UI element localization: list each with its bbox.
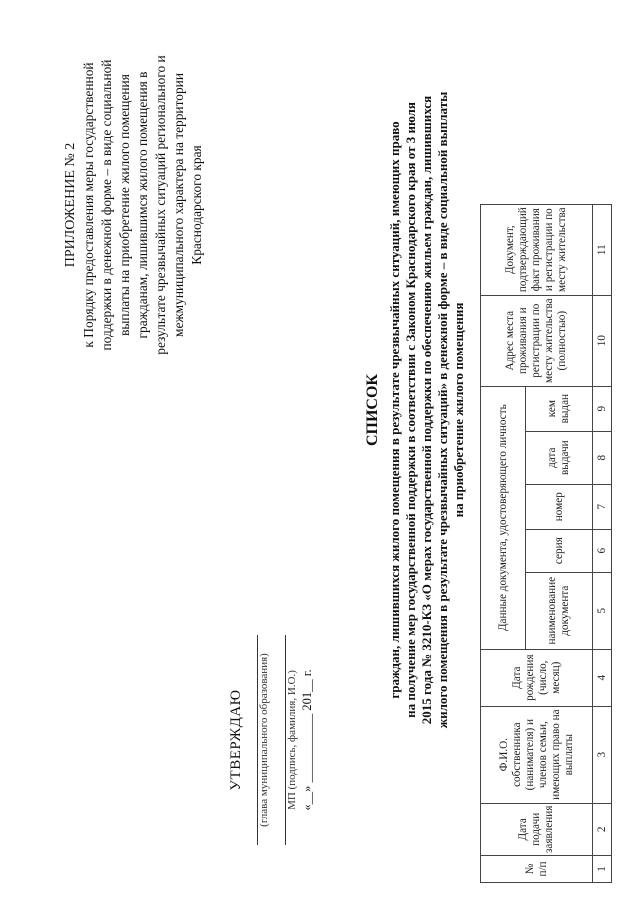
header-cell: дата выдачи	[526, 431, 593, 484]
appendix-line: Краснодарского края	[189, 145, 204, 265]
number-cell: 6	[593, 529, 612, 572]
header-cell: № п/п	[481, 856, 593, 883]
header-cell: Адрес места проживания и регистрации по месту жительства (полностью)	[481, 295, 593, 386]
appendix-line: к Порядку предоставления меры государственной	[81, 62, 96, 348]
header-cell: Ф.И.О. собственника (нанимателя) и членов семьи, имеющих право на выплаты	[481, 706, 593, 803]
list-line: жилого помещения в результате чрезвычайных ситуаций» в денежной форме – в виде социальной выплаты	[435, 91, 450, 729]
appendix-block	[62, 5, 206, 405]
number-cell: 4	[593, 649, 612, 706]
list-line: 2015 года № 3210-КЗ «О мерах государственной поддержки по обеспечению жильем граждан, лишившихся	[419, 95, 434, 725]
list-line: на получение мер государственной поддержки в соответствии с Законом Краснодарского края от 3 июля	[403, 102, 418, 718]
appendix-line: выплаты на приобретение жилого помещения	[117, 74, 132, 336]
list-line: на приобретение жилого помещения	[451, 302, 466, 518]
number-cell: 8	[593, 431, 612, 484]
approval-heading: УТВЕРЖДАЮ	[228, 689, 244, 791]
number-cell: 10	[593, 295, 612, 386]
role-caption: (глава муниципального образования)	[258, 653, 270, 827]
signature-caption: МП (подпись, фамилия, И.О.)	[286, 670, 298, 810]
appendix-line: межмуниципального характера на территории	[171, 73, 186, 338]
header-cell: Дата подачи заявления	[481, 803, 593, 855]
header-cell: Документ, подтверждающий факт проживания и регистрации по месту жительства	[481, 204, 593, 295]
header-cell: наименование документа	[526, 572, 593, 649]
number-cell: 2	[593, 803, 612, 855]
number-cell: 5	[593, 572, 612, 649]
list-heading: СПИСОК	[364, 373, 381, 447]
header-cell: кем выдан	[526, 386, 593, 431]
approval-block	[228, 575, 315, 905]
appendix-line: гражданам, лишившимся жилого помещения в	[135, 71, 150, 339]
appendix-line: поддержки в денежной форме – в виде социальной	[99, 59, 114, 351]
number-cell: 9	[593, 386, 612, 431]
header-group-cell: Данные документа, удостоверяющего личность	[481, 386, 526, 649]
appendix-line: результате чрезвычайных ситуаций регионального и	[153, 55, 168, 355]
header-cell: Дата рождения (число, месяц)	[481, 649, 593, 706]
list-title-block	[365, 5, 467, 815]
number-cell: 1	[593, 856, 612, 883]
approval-date: «__» ___________ 201__ г.	[300, 669, 314, 811]
appendix-title: ПРИЛОЖЕНИЕ № 2	[63, 142, 78, 268]
header-cell: номер	[526, 484, 593, 529]
list-line: граждан, лишившихся жилого помещения в результате чрезвычайных ситуаций, имеющих право	[387, 121, 402, 699]
header-cell: серия	[526, 529, 593, 572]
citizens-table	[480, 204, 612, 883]
number-cell: 7	[593, 484, 612, 529]
number-cell: 11	[593, 204, 612, 295]
number-cell: 3	[593, 706, 612, 803]
